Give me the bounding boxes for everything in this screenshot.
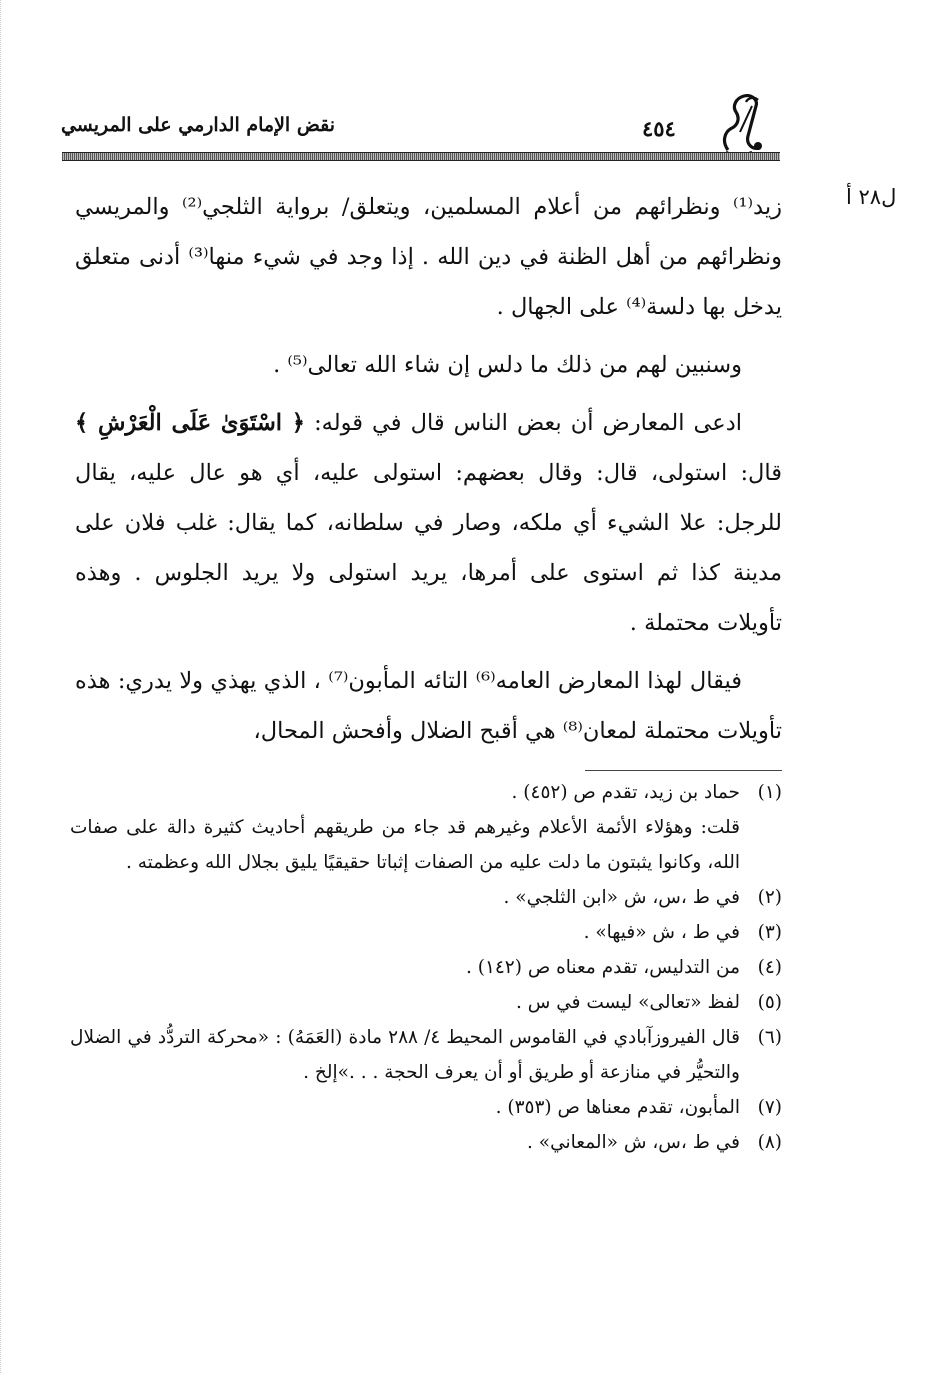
footnote-number: (٥) xyxy=(757,992,782,1013)
footnote-number: (٢) xyxy=(757,887,782,908)
paragraph-1: زيد⁽¹⁾ ونظرائهم من أعلام المسلمين، ويتعلق/ برواية الثلجي⁽²⁾ والمريسي ونظرائهم من أهل الظنة في دين الله . إذا وجد في شيء منها⁽³⁾ أدنى متعلق يدخل بها دلسة⁽⁴⁾ على الجهال . xyxy=(75,194,782,320)
page-number: ٤٥٤ xyxy=(642,116,676,141)
paragraph-2: وسنبين لهم من ذلك ما دلس إن شاء الله تعالى⁽⁵⁾ . xyxy=(273,352,742,378)
footnote-text: في ط ،س، ش «المعاني» . xyxy=(526,1132,740,1153)
main-text xyxy=(75,182,782,756)
footnote-text: قال الفيروزآبادي في القاموس المحيط ٤/ ٢٨٨ مادة (العَمَهُ) : «محركة التردُّد في الضلال والتحيُّر في منازعة أو طريق أو أن يعرف الحجة . . .»إلخ . xyxy=(70,1027,740,1083)
footnote-text: حماد بن زيد، تقدم ص (٤٥٢) . xyxy=(511,782,740,803)
footnote-number: (١) xyxy=(757,782,782,803)
footnote-1-continued: قلت: وهؤلاء الأئمة الأعلام وغيرهم قد جاء من طريقهم أحاديث كثيرة دالة على صفات الله، وكانوا يثبتون ما دلت عليه من الصفات إثباتا حقيقيًا يليق بجلال الله وعظمته . xyxy=(70,817,740,873)
paragraph-3 xyxy=(75,398,782,648)
footnote-3 xyxy=(70,915,782,950)
footnote-number: (٨) xyxy=(757,1132,782,1153)
footnote-6 xyxy=(70,1020,782,1090)
footnote-number: (٦) xyxy=(757,1027,782,1048)
footnote-text: لفظ «تعالى» ليست في س . xyxy=(516,992,740,1013)
book-title: نقض الإمام الدارمي على المريسي xyxy=(60,114,335,136)
footnote-1 xyxy=(70,775,782,810)
footnote-8 xyxy=(70,1125,782,1160)
quran-verse: ﴿ اسْتَوَىٰ عَلَى الْعَرْشِ ﴾ xyxy=(75,410,305,436)
footnote-number: (٧) xyxy=(757,1097,782,1118)
footnote-text: في ط ، ش «فيها» . xyxy=(583,922,740,943)
footnotes xyxy=(70,775,782,1160)
page-edge xyxy=(0,0,7,1373)
footnote-text: في ط ،س، ش «ابن الثلجي» . xyxy=(503,887,740,908)
page-header xyxy=(62,92,780,166)
scroll-ornament-icon xyxy=(718,92,770,158)
paragraph-3-rest: قال: استولى، قال: وقال بعضهم: استولى عليه، أي هو عال عليه، يقال للرجل: علا الشيء أي ملكه، وصار في سلطانه، كما يقال: غلب فلان على مدينة كذا ثم استوى على أمرها، يريد استولى ولا يريد الجلوس . وهذه تأويلات محتملة . xyxy=(75,460,782,636)
footnote-separator xyxy=(585,770,782,771)
paragraph-3-intro: ادعى المعارض أن بعض الناس قال في قوله: xyxy=(305,410,742,436)
footnote-2 xyxy=(70,880,782,915)
manuscript-folio-note: ل٢٨ أ xyxy=(846,185,897,209)
footnote-5 xyxy=(70,985,782,1020)
header-rule xyxy=(62,152,780,161)
footnote-number: (٤) xyxy=(757,957,782,978)
footnote-4 xyxy=(70,950,782,985)
footnote-text: من التدليس، تقدم معناه ص (١٤٢) . xyxy=(465,957,740,978)
footnote-text: المأبون، تقدم معناها ص (٣٥٣) . xyxy=(495,1097,740,1118)
footnote-7 xyxy=(70,1090,782,1125)
paragraph-4: فيقال لهذا المعارض العامه⁽⁶⁾ التائه المأبون⁽⁷⁾ ، الذي يهذي ولا يدري: هذه تأويلات محتملة لمعان⁽⁸⁾ هي أقبح الضلال وأفحش المحال، xyxy=(75,668,782,744)
footnote-number: (٣) xyxy=(757,922,782,943)
